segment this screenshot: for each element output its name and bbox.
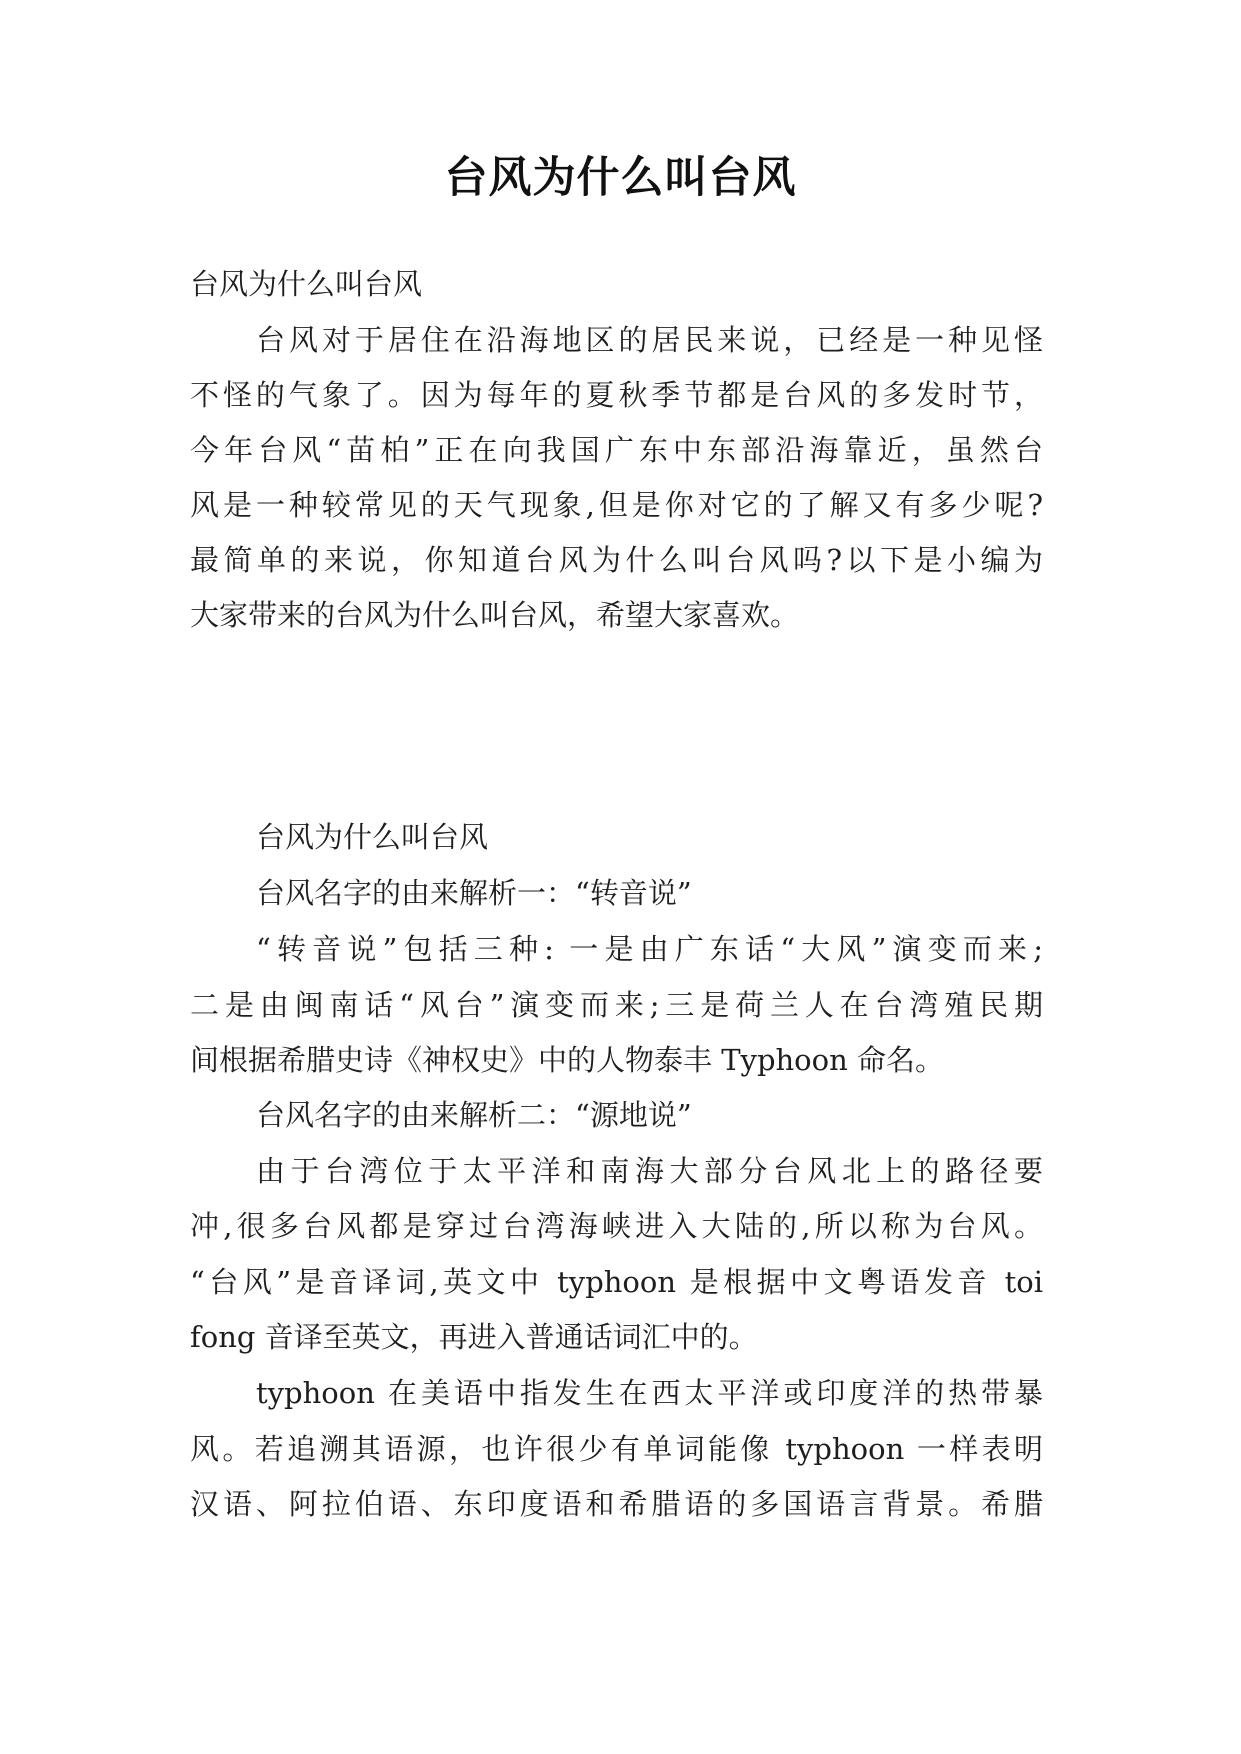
- paragraph-line: 由于台湾位于太平洋和南海大部分台风北上的路径要: [256, 1154, 1043, 1188]
- intro-heading: 台风为什么叫台风: [190, 267, 423, 301]
- paragraph-line: fong 音译至英文，再进入普通话词汇中的。: [190, 1320, 758, 1354]
- paragraph-line: 台风对于居住在沿海地区的居民来说，已经是一种见怪: [256, 323, 1043, 357]
- subsection-heading: 台风名字的由来解析二：“源地说”: [256, 1098, 692, 1132]
- paragraph-line: 风是一种较常见的天气现象,但是你对它的了解又有多少呢?: [190, 488, 1043, 522]
- paragraph-line: 今年台风“苗柏”正在向我国广东中东部沿海靠近，虽然台: [190, 433, 1043, 467]
- document-title: 台风为什么叫台风: [444, 153, 797, 203]
- paragraph-line: 冲,很多台风都是穿过台湾海峡进入大陆的,所以称为台风。: [190, 1209, 1043, 1243]
- paragraph-line: 大家带来的台风为什么叫台风，希望大家喜欢。: [190, 598, 800, 632]
- section-heading: 台风为什么叫台风: [256, 820, 489, 854]
- subsection-heading: 台风名字的由来解析一：“转音说”: [256, 876, 692, 910]
- paragraph-line: 汉语、阿拉伯语、东印度语和希腊语的多国语言背景。希腊: [190, 1487, 1043, 1521]
- paragraph-line: 二是由闽南话“风台”演变而来;三是荷兰人在台湾殖民期: [190, 988, 1043, 1022]
- paragraph-line: 最简单的来说，你知道台风为什么叫台风吗?以下是小编为: [190, 543, 1043, 577]
- paragraph-line: 不怪的气象了。因为每年的夏秋季节都是台风的多发时节，: [190, 378, 1043, 412]
- paragraph-line: 间根据希腊史诗《神权史》中的人物泰丰 Typhoon 命名。: [190, 1043, 945, 1077]
- paragraph-line: “台风”是音译词,英文中 typhoon 是根据中文粤语发音 toi: [190, 1265, 1043, 1299]
- paragraph-line: “转音说”包括三种: 一是由广东话“大风”演变而来;: [256, 932, 1043, 966]
- paragraph-line: typhoon 在美语中指发生在西太平洋或印度洋的热带暴: [256, 1376, 1043, 1410]
- paragraph-line: 风。若追溯其语源，也许很少有单词能像 typhoon 一样表明: [190, 1432, 1043, 1466]
